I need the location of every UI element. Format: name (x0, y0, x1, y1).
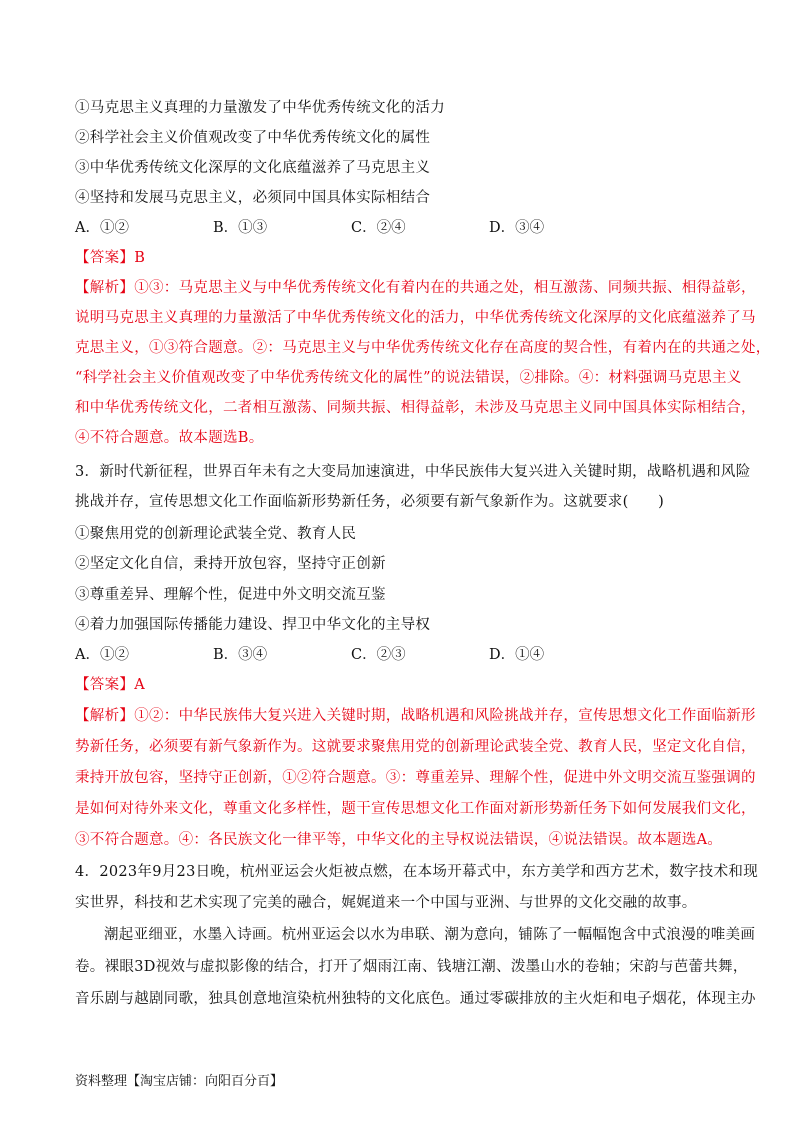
q3-analysis-line-5: ③不符合题意。④：各民族文化一律平等，中华文化的主导权说法错误，④说法错误。故本题选A。 (75, 832, 723, 848)
q3-analysis-line-3: 秉持开放包容，坚持守正创新，①②符合题意。③：尊重差异、理解个性，促进中外文明交流互鉴强调的 (75, 770, 756, 786)
q2-item-1: ①马克思主义真理的力量激发了中华优秀传统文化的活力 (75, 100, 445, 116)
q4-stem-line-2: 实世界，科技和艺术实现了完美的融合，娓娓道来一个中国与亚洲、与世界的文化交融的故事。 (75, 895, 697, 911)
q4-stem-line-1: 4．2023年9月23日晚，杭州亚运会火炬被点燃，在本场开幕式中，东方美学和西方艺术，数字技术和现 (75, 864, 758, 880)
q3-item-3: ③尊重差异、理解个性，促进中外文明交流互鉴 (75, 587, 386, 603)
page-footer: 资料整理【淘宝店铺：向阳百分百】 (75, 1074, 284, 1089)
q3-answer: 【答案】A (75, 677, 145, 693)
q2-analysis-line-4: “科学社会主义价值观改变了中华优秀传统文化的属性”的说法错误，②排除。④：材料强调马克思主义 (75, 370, 742, 386)
q2-item-3: ③中华优秀传统文化深厚的文化底蕴滋养了马克思主义 (75, 160, 431, 176)
q4-passage-line-2: 卷。裸眼3D视效与虚拟影像的结合，打开了烟雨江南、钱塘江潮、泼墨山水的卷轴；宋韵与芭蕾共舞， (75, 959, 748, 975)
q2-option-b: B．①③ (213, 220, 268, 236)
q3-option-b: B．③④ (213, 647, 268, 663)
q3-analysis-line-2: 势新任务，必须要有新气象新作为。这就要求聚焦用党的创新理论武装全党、教育人民，坚定文化自信， (75, 739, 756, 755)
q3-analysis-line-1: 【解析】①②：中华民族伟大复兴进入关键时期，战略机遇和风险挑战并存，宣传思想文化工作面临新形 (75, 708, 756, 724)
q3-stem-line-2: 挑战并存，宣传思想文化工作面临新形势新任务，必须要有新气象新作为。这就要求( ) (75, 494, 665, 510)
q3-option-a: A．①② (75, 647, 129, 663)
q3-item-4: ④着力加强国际传播能力建设、捍卫中华文化的主导权 (75, 617, 431, 633)
q2-item-4: ④坚持和发展马克思主义，必须同中国具体实际相结合 (75, 190, 431, 206)
q2-analysis-line-5: 和中华优秀传统文化，二者相互激荡、同频共振、相得益彰，未涉及马克思主义同中国具体实际相结合， (75, 400, 756, 416)
q2-analysis-line-3: 克思主义，①③符合题意。②：马克思主义与中华优秀传统文化存在高度的契合性，有着内在的共通之处， (75, 340, 771, 356)
q2-option-a: A．①② (75, 220, 129, 236)
q3-option-d: D．①④ (489, 647, 545, 663)
q2-option-d: D．③④ (489, 220, 545, 236)
q2-analysis-line-2: 说明马克思主义真理的力量激活了中华优秀传统文化的活力，中华优秀传统文化深厚的文化底蕴滋养了马 (75, 310, 756, 326)
q2-answer: 【答案】B (75, 250, 146, 266)
q2-analysis-line-6: ④不符合题意。故本题选B。 (75, 430, 264, 446)
q2-item-2: ②科学社会主义价值观改变了中华优秀传统文化的属性 (75, 130, 431, 146)
q2-analysis-line-1: 【解析】①③：马克思主义与中华优秀传统文化有着内在的共通之处，相互激荡、同频共振、相得益彰， (75, 280, 756, 296)
q3-item-1: ①聚焦用党的创新理论武装全党、教育人民 (75, 526, 357, 542)
q4-passage-line-3: 音乐剧与越剧同歌，独具创意地渲染杭州独特的文化底色。通过零碳排放的主火炬和电子烟花，体现主办 (75, 991, 756, 1007)
q3-option-c: C．②③ (351, 647, 406, 663)
q4-passage-line-1: 潮起亚细亚，水墨入诗画。杭州亚运会以水为串联、潮为意向，铺陈了一幅幅饱含中式浪漫的唯美画 (104, 927, 756, 943)
q3-stem-line-1: 3．新时代新征程，世界百年未有之大变局加速演进，中华民族伟大复兴进入关键时期，战略机遇和风险 (75, 464, 751, 480)
q2-option-c: C．②④ (351, 220, 406, 236)
q3-analysis-line-4: 是如何对待外来文化，尊重文化多样性，题干宣传思想文化工作面对新形势新任务下如何发展我们文化， (75, 801, 756, 817)
q3-item-2: ②坚定文化自信，秉持开放包容，坚持守正创新 (75, 556, 386, 572)
